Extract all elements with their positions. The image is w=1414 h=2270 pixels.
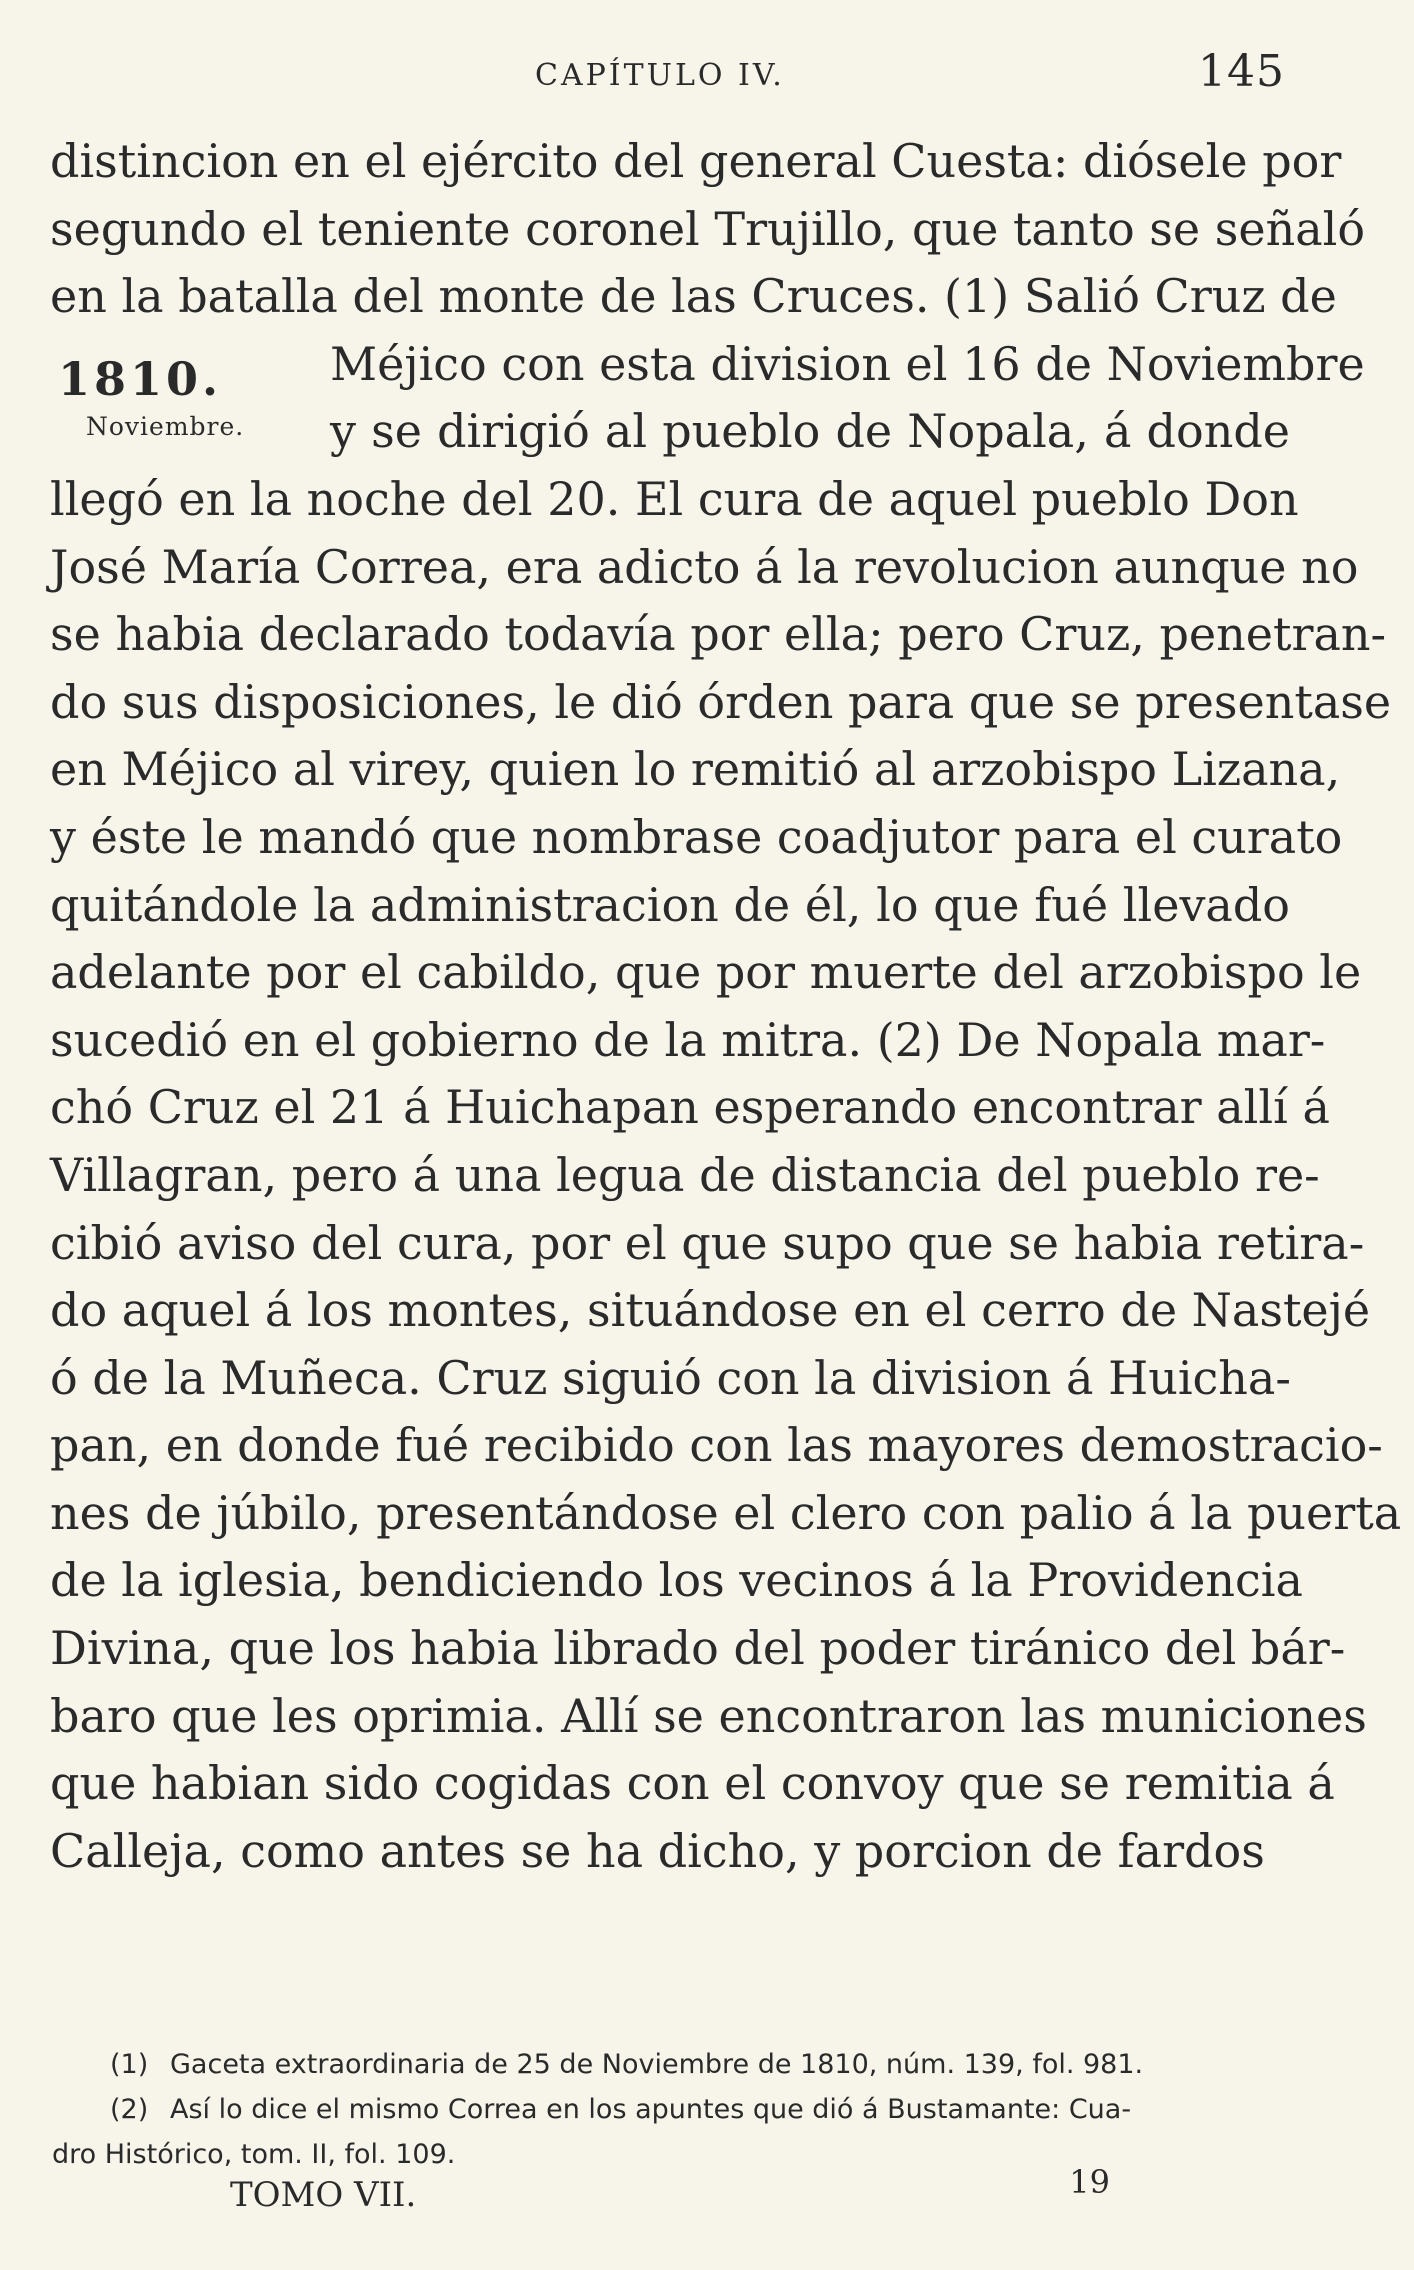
text-line: y éste le mandó que nombrase coadjutor para el curato [50, 809, 1343, 864]
text-line: de la iglesia, bendiciendo los vecinos á la Providencia [50, 1553, 1303, 1608]
text-line: se habia declarado todavía por ella; pero Cruz, penetran- [50, 607, 1387, 662]
footnote-text: Gaceta extraordinaria de 25 de Noviembre de 1810, núm. 139, fol. 981. [170, 2049, 1144, 2080]
text-line: baro que les oprimia. Allí se encontraron las municiones [50, 1688, 1367, 1743]
body-text [50, 128, 1402, 1885]
page-number: 145 [1198, 46, 1285, 97]
text-line: distincion en el ejército del general Cuesta: diósele por [50, 134, 1342, 188]
text-line: ó de la Muñeca. Cruz siguió con la division á Huicha- [50, 1350, 1291, 1405]
text-line: Méjico con esta division el 16 de Noviembre [330, 336, 1365, 391]
text-line: nes de júbilo, presentándose el clero con palio á la puerta [50, 1485, 1402, 1540]
signature-mark: 19 [1069, 2163, 1110, 2201]
text-line: segundo el teniente coronel Trujillo, que tanto se señaló [50, 201, 1366, 256]
footnotes [52, 2042, 1292, 2177]
footnote-marker: (2) [110, 2094, 149, 2125]
footnote-2 [52, 2087, 1292, 2132]
text-line: pan, en donde fué recibido con las mayores demostracio- [50, 1418, 1383, 1473]
text-line: do aquel á los montes, situándose en el cerro de Nastejé [50, 1283, 1371, 1338]
page-footer [230, 2163, 1110, 2215]
margin-note-year: 1810. [58, 352, 223, 406]
text-line: José María Correa, era adicto á la revolucion aunque no [50, 539, 1359, 594]
text-line: quitándole la administracion de él, lo que fué llevado [50, 877, 1290, 932]
chapter-title: CAPÍTULO IV. [535, 58, 785, 93]
text-line: en Méjico al virey, quien lo remitió al arzobispo Lizana, [50, 742, 1341, 797]
text-line: llegó en la noche del 20. El cura de aquel pueblo Don [50, 471, 1299, 526]
footnote-1 [52, 2042, 1292, 2087]
text-line: Divina, que los habia librado del poder tiránico del bár- [50, 1621, 1346, 1676]
text-line: chó Cruz el 21 á Huichapan esperando encontrar allí á [50, 1080, 1330, 1135]
text-line: Calleja, como antes se ha dicho, y porcion de fardos [50, 1823, 1265, 1878]
footnote-marker: (1) [110, 2049, 149, 2080]
text-line: sucedió en el gobierno de la mitra. (2) De Nopala mar- [50, 1012, 1326, 1067]
text-line: y se dirigió al pueblo de Nopala, á donde [330, 404, 1290, 459]
margin-note-month: Noviembre. [86, 412, 245, 441]
text-line: Villagran, pero á una legua de distancia del pueblo re- [50, 1147, 1320, 1202]
footnote-2-continuation: dro Histórico, tom. II, fol. 109. [52, 2139, 456, 2170]
text-line: que habian sido cogidas con el convoy que se remitia á [50, 1756, 1335, 1811]
text-line: do sus disposiciones, le dió órden para que se presentase [50, 674, 1392, 729]
text-line: adelante por el cabildo, que por muerte del arzobispo le [50, 945, 1362, 1000]
text-line: cibió aviso del cura, por el que supo que se habia retira- [50, 1215, 1365, 1270]
footnote-text: Así lo dice el mismo Correa en los apuntes que dió á Bustamante: Cua- [170, 2094, 1132, 2125]
text-line: en la batalla del monte de las Cruces. (1) Salió Cruz de [50, 269, 1337, 324]
volume-label: TOMO VII. [230, 2175, 417, 2215]
running-header [535, 46, 1285, 97]
